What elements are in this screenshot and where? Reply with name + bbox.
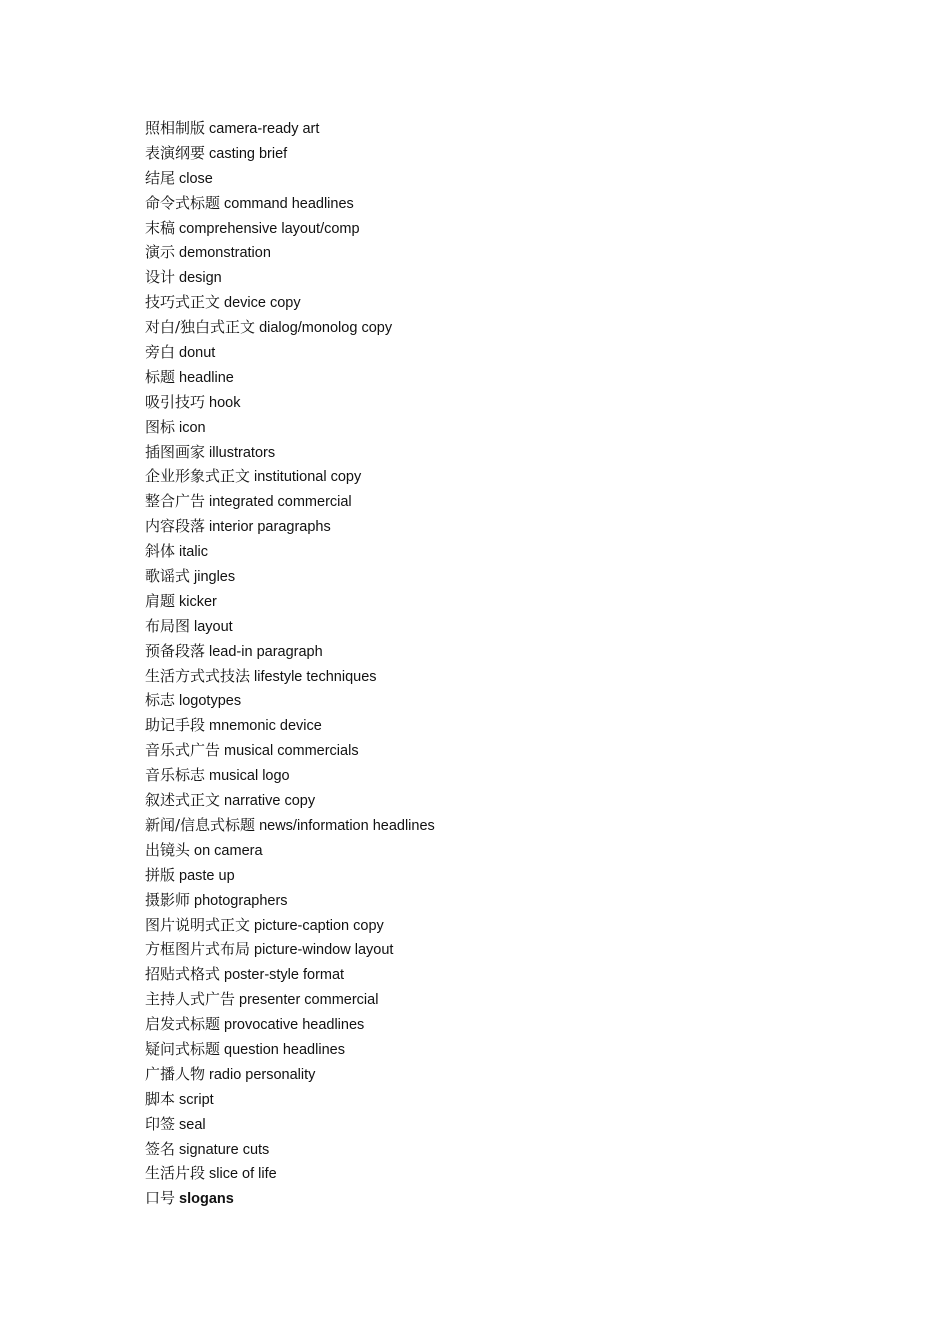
glossary-term	[145, 763, 435, 788]
term-chinese: 斜体	[145, 542, 176, 561]
term-english: logotypes	[179, 693, 242, 710]
term-chinese: 图标	[145, 417, 176, 436]
glossary-term	[145, 1186, 435, 1211]
term-english: on camera	[194, 842, 263, 859]
term-chinese: 标题	[145, 367, 176, 386]
term-english: comprehensive layout/comp	[179, 220, 360, 237]
term-chinese: 拼版	[145, 865, 176, 884]
glossary-term	[145, 290, 435, 315]
glossary-term	[145, 166, 435, 191]
term-english: layout	[194, 618, 233, 635]
term-chinese: 演示	[145, 243, 176, 262]
term-english: lifestyle techniques	[254, 668, 377, 685]
term-english: poster-style format	[224, 967, 345, 984]
glossary-term	[145, 116, 435, 141]
term-english: signature cuts	[179, 1141, 270, 1158]
term-english: paste up	[179, 867, 235, 884]
term-english: illustrators	[209, 444, 276, 461]
glossary-term	[145, 639, 435, 664]
glossary-term	[145, 1012, 435, 1037]
term-chinese: 摄影师	[145, 890, 191, 909]
glossary-term	[145, 1112, 435, 1137]
glossary-term	[145, 141, 435, 166]
term-chinese: 布局图	[145, 616, 191, 635]
term-chinese: 新闻/信息式标题	[145, 815, 256, 834]
glossary-term	[145, 1037, 435, 1062]
glossary-term	[145, 340, 435, 365]
term-chinese: 音乐式广告	[145, 741, 221, 760]
glossary-term	[145, 738, 435, 763]
term-english: provocative headlines	[224, 1017, 365, 1034]
term-chinese: 主持人式广告	[145, 990, 236, 1009]
term-english: integrated commercial	[209, 494, 352, 511]
term-english: demonstration	[179, 245, 271, 262]
glossary-term-list	[145, 116, 435, 1211]
glossary-term	[145, 1062, 435, 1087]
glossary-term	[145, 614, 435, 639]
term-chinese: 结尾	[145, 168, 176, 187]
glossary-term	[145, 788, 435, 813]
glossary-term	[145, 589, 435, 614]
term-english: hook	[209, 394, 241, 411]
term-english: close	[179, 170, 213, 187]
term-english: camera-ready art	[209, 121, 320, 137]
term-chinese: 广播人物	[145, 1064, 206, 1083]
term-chinese: 疑问式标题	[145, 1039, 221, 1058]
term-english: picture-caption copy	[254, 917, 384, 934]
term-english: picture-window layout	[254, 942, 394, 959]
glossary-term	[145, 415, 435, 440]
term-english: headline	[179, 369, 234, 386]
glossary-term	[145, 813, 435, 838]
term-chinese: 肩题	[145, 591, 176, 610]
term-english: interior paragraphs	[209, 519, 331, 536]
term-chinese: 图片说明式正文	[145, 915, 251, 934]
glossary-term	[145, 216, 435, 241]
term-chinese: 内容段落	[145, 517, 206, 536]
term-english: musical logo	[209, 768, 290, 785]
term-english: italic	[179, 544, 209, 561]
glossary-term	[145, 713, 435, 738]
glossary-term	[145, 265, 435, 290]
glossary-term	[145, 191, 435, 216]
term-english: narrative copy	[224, 793, 316, 810]
term-chinese: 签名	[145, 1139, 176, 1158]
term-chinese: 印签	[145, 1114, 176, 1133]
glossary-term	[145, 539, 435, 564]
term-chinese: 启发式标题	[145, 1015, 221, 1034]
glossary-term	[145, 440, 435, 465]
term-english: icon	[179, 419, 206, 436]
glossary-term	[145, 1161, 435, 1186]
term-chinese: 设计	[145, 268, 176, 287]
glossary-term	[145, 664, 435, 689]
term-english: slogans	[179, 1191, 234, 1208]
term-english: musical commercials	[224, 743, 359, 760]
glossary-term	[145, 888, 435, 913]
term-chinese: 生活片段	[145, 1164, 206, 1183]
term-chinese: 照相制版	[145, 119, 206, 137]
term-english: presenter commercial	[239, 992, 379, 1009]
glossary-term	[145, 962, 435, 987]
term-english: photographers	[194, 892, 288, 909]
glossary-term	[145, 514, 435, 539]
term-chinese: 叙述式正文	[145, 791, 221, 810]
term-chinese: 插图画家	[145, 442, 206, 461]
term-chinese: 吸引技巧	[145, 392, 206, 411]
glossary-term	[145, 365, 435, 390]
term-chinese: 歌谣式	[145, 567, 191, 586]
term-chinese: 音乐标志	[145, 766, 206, 785]
term-chinese: 对白/独白式正文	[145, 318, 256, 337]
term-english: device copy	[224, 295, 301, 312]
term-chinese: 标志	[145, 691, 176, 710]
term-chinese: 旁白	[145, 343, 176, 362]
term-chinese: 招贴式格式	[145, 965, 221, 984]
term-english: lead-in paragraph	[209, 643, 323, 660]
term-chinese: 生活方式式技法	[145, 666, 251, 685]
term-english: casting brief	[209, 145, 288, 162]
glossary-term	[145, 688, 435, 713]
term-english: dialog/monolog copy	[259, 320, 393, 337]
term-english: design	[179, 270, 222, 287]
glossary-term	[145, 564, 435, 589]
term-english: donut	[179, 345, 216, 362]
term-english: kicker	[179, 593, 217, 610]
term-english: radio personality	[209, 1066, 316, 1083]
term-chinese: 助记手段	[145, 716, 206, 735]
term-chinese: 口号	[145, 1189, 176, 1208]
term-english: command headlines	[224, 195, 354, 212]
term-english: jingles	[194, 569, 236, 586]
term-english: slice of life	[209, 1166, 277, 1183]
glossary-term	[145, 315, 435, 340]
term-chinese: 整合广告	[145, 492, 206, 511]
glossary-term	[145, 863, 435, 888]
glossary-term	[145, 489, 435, 514]
term-chinese: 末稿	[145, 218, 176, 237]
term-english: seal	[179, 1116, 206, 1133]
term-chinese: 命令式标题	[145, 193, 221, 212]
term-chinese: 企业形象式正文	[145, 467, 251, 486]
term-chinese: 技巧式正文	[145, 293, 221, 312]
glossary-term	[145, 913, 435, 938]
glossary-term	[145, 1087, 435, 1112]
glossary-term	[145, 464, 435, 489]
term-english: institutional copy	[254, 469, 362, 486]
glossary-term	[145, 987, 435, 1012]
term-english: news/information headlines	[259, 817, 435, 834]
glossary-term	[145, 390, 435, 415]
term-english: script	[179, 1091, 214, 1108]
glossary-term	[145, 1137, 435, 1162]
term-chinese: 预备段落	[145, 641, 206, 660]
glossary-term	[145, 838, 435, 863]
term-chinese: 表演纲要	[145, 143, 206, 162]
glossary-term	[145, 240, 435, 265]
term-english: question headlines	[224, 1041, 345, 1058]
term-chinese: 出镜头	[145, 840, 191, 859]
term-chinese: 脚本	[145, 1089, 176, 1108]
glossary-term	[145, 937, 435, 962]
term-english: mnemonic device	[209, 718, 322, 735]
term-chinese: 方框图片式布局	[145, 940, 251, 959]
